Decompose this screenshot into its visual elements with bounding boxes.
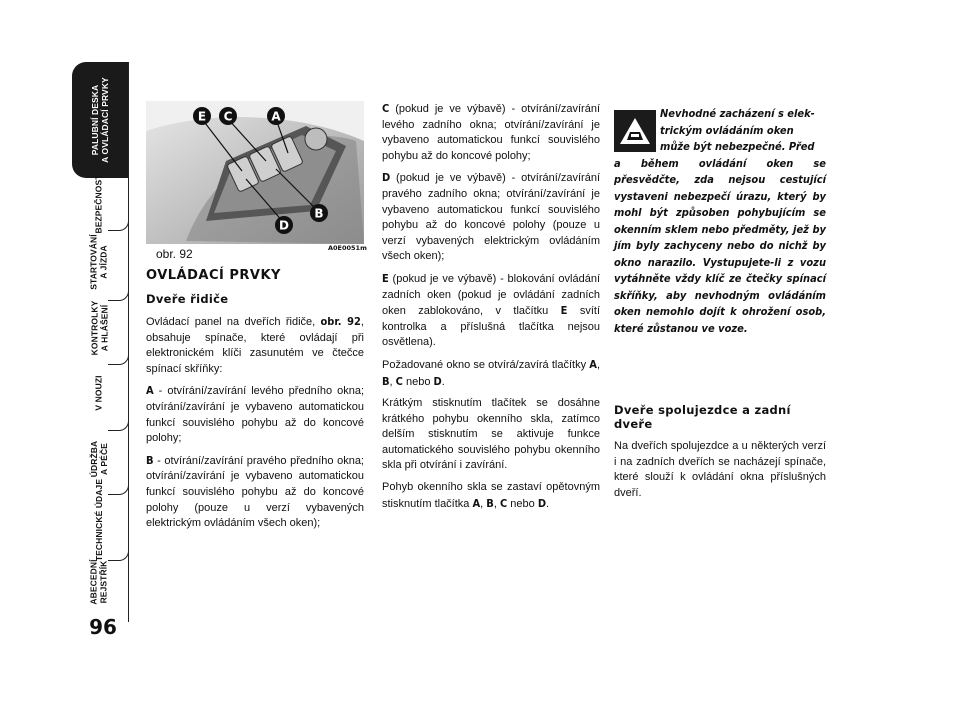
warning-line-1: Nevhodné zacházení s elek-: [660, 107, 815, 120]
tab-startovani[interactable]: [70, 232, 128, 292]
short-press-paragraph: Krátkým stisknutím tlačítek se dosáhne krátkého pohybu okenního skla, zatímco delším stisknutím se aktivuje funkce automatického souvislého pohybu okenního skla při otvírání i zavírání.: [382, 397, 600, 472]
tab-label: V NOUZI: [94, 375, 104, 411]
item-c-paragraph: C (pokud je ve výbavě) - otvírání/zavírání levého zadního okna; otvírání/zavírání je vybaveno automatickou funkcí souvislého pohybu až do koncové polohy;: [382, 102, 600, 162]
callout-c: C: [223, 109, 233, 124]
callout-a: A: [271, 109, 281, 124]
item-a-paragraph: A - otvírání/zavírání levého předního okna; otvírání/zavírání je vybaveno automatickou funkcí souvislého pohybu až do koncové polohy;: [146, 384, 364, 445]
sidebar-divider: [128, 62, 129, 622]
passenger-paragraph: Na dveřích spolujezdce a u některých verzí i na zadních dveřích se nacházejí spínače, které slouží k ovládání okna příslušných dveří.: [614, 440, 826, 499]
tab-label-line2: A JÍZDA: [99, 245, 109, 279]
column-3: [614, 403, 826, 507]
chapter-sidebar: [0, 0, 130, 715]
callout-e: E: [197, 109, 207, 124]
tab-palubni-deska[interactable]: [72, 62, 128, 178]
item-d-paragraph: D (pokud je ve výbavě) - otvírání/zavírání pravého zadního okna; otvírání/zavírání je vybaveno automatickou funkcí souvislého pohybu až do koncové polohy (pouze u verzí vybavených elektrickým ovládáním všech oken);: [382, 171, 600, 263]
item-e-paragraph: E (pokud je ve výbavě) - blokování ovládání zadních oken (pokud je ovládání zadních oken zablokováno, v tlačítku E svítí kontrolka a příslušná tlačítka nejsou osvětlena).: [382, 271, 600, 349]
request-paragraph: Požadované okno se otvírá/zavírá tlačítky A, B, C nebo D.: [382, 357, 600, 388]
tab-label-line1: STARTOVÁNÍ: [89, 234, 99, 290]
column-2: [382, 101, 600, 518]
tab-label-line2: A PÉČE: [98, 443, 109, 475]
key-a: A: [146, 384, 154, 398]
column-1: [146, 268, 364, 538]
tab-label-line2: REJSTŘÍK: [98, 560, 109, 604]
hand-in-window-warning-icon: [614, 110, 656, 152]
tab-label-line1: KONTROLKY: [88, 300, 99, 356]
tab-label-line1: PALUBNÍ DESKA: [90, 84, 101, 156]
tab-label-line2: A HLÁŠENÍ: [98, 304, 109, 352]
intro-paragraph: Ovládací panel na dveřích řidiče, obr. 92, obsahuje spínače, které ovládají při elektronickém klíči zasunutém ve čtečce spínací skříňky:: [146, 315, 364, 375]
key-d: D: [382, 171, 391, 185]
warning-body: a během ovládání oken se přesvědčte, zda nejsou cestující vystaveni nebezpečí úrazu, který by mohl být způsoben pohybujícím se okenním sklem nebo předměty, jež by jím byly zachyceny nebo do nichž by okno narazilo. Vystupujete-li z vozu vytáhněte vždy klíč ze čtečky spínací skříňky, aby nevhodným ovládáním oken nemohlo dojít k ohrožení osob, které zůstanou ve voze.: [614, 156, 826, 335]
figure-reference: obr. 92: [320, 315, 361, 328]
section-heading: OVLÁDACÍ PRVKY: [146, 268, 281, 283]
tab-label-line1: ÚDRŽBA: [88, 440, 99, 478]
stop-paragraph: Pohyb okenního skla se zastaví opětovným stisknutím tlačítka A, B, C nebo D.: [382, 481, 600, 510]
callout-d: D: [279, 218, 289, 233]
door-switch-panel-figure: [146, 101, 364, 244]
subsection-heading-passenger: Dveře spolujezdce a zadní dveře: [614, 403, 791, 431]
figure-code: A0E0051m: [328, 244, 367, 252]
tab-label-line1: ABECEDNÍ: [88, 559, 99, 605]
key-b: B: [146, 453, 154, 467]
key-e-inline: E: [560, 304, 568, 318]
door-panel-illustration: [146, 101, 364, 244]
figure-caption: obr. 92: [156, 247, 193, 261]
tab-label: TECHNICKÉ ÚDAJE: [94, 478, 105, 562]
tab-label: BEZPEČNOST: [94, 174, 104, 234]
key-c: C: [382, 102, 390, 115]
warning-line-3: může být nebezpečné. Před: [660, 140, 815, 153]
callout-b: B: [314, 206, 324, 221]
tab-v-nouzi[interactable]: [70, 362, 128, 424]
tab-abecedni-rejstrik[interactable]: [70, 552, 128, 612]
key-e: E: [382, 271, 389, 285]
item-b-paragraph: B - otvírání/zavírání pravého předního okna; otvírání/zavírání je vybaveno automatickou funkcí souvislého pohybu až do koncové polohy (pouze u verzí vybavených elektrickým ovládáním všech oken);: [146, 453, 364, 530]
warning-box: [614, 106, 826, 337]
page-number: 96: [89, 615, 117, 639]
subsection-heading: Dveře řidiče: [146, 292, 229, 306]
tab-label-line2: A OVLÁDACÍ PRVKY: [100, 77, 111, 163]
warning-line-2: trickým ovládáním oken: [660, 123, 794, 137]
